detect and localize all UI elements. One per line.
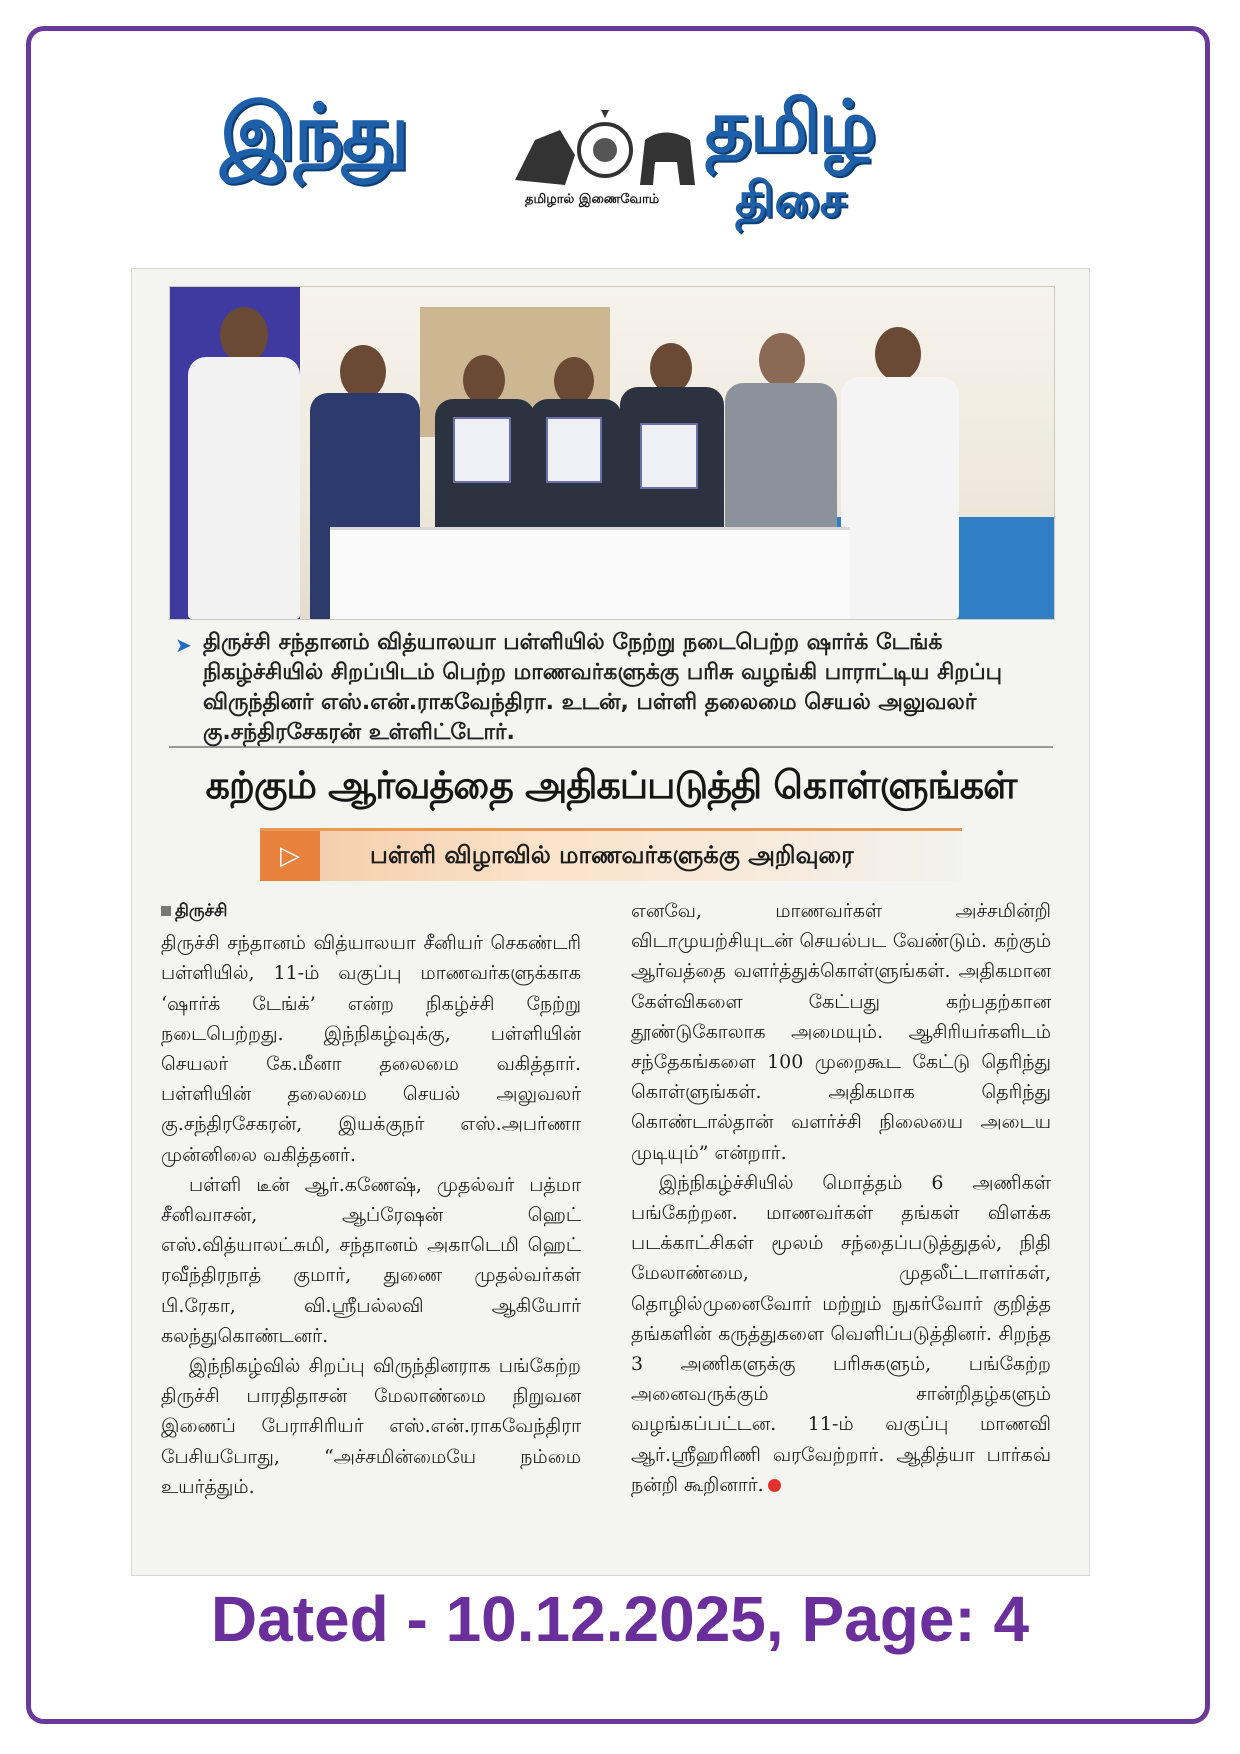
subheadline-text: பள்ளி விழாவில் மாணவர்களுக்கு அறிவுரை <box>370 841 854 869</box>
article-paragraph: இந்நிகழ்ச்சியில் மொத்தம் 6 அணிகள் பங்கேற்றன. மாணவர்கள் தங்கள் விளக்க படக்காட்சிகள் மூலம் சந்தைப்படுத்துதல், நிதி மேலாண்மை, முதலீட்டாளர்கள், தொழில்முனைவோர் மற்றும் நுகர்வோர் குறித்த தங்களின் கருத்துகளை வெளிப்படுத்தினர். சிறந்த 3 அணிகளுக்கு பரிசுகளும், பங்கேற்ற அனைவருக்கும் சான்றிதழ்களும் வழங்கப்பட்டன. 11-ம் வகுப்பு மாணவி ஆர்.ஸ்ரீஹரிணி வரவேற்றார். ஆதித்யா பார்கவ் நன்றி கூறினார். <box>631 1171 1051 1496</box>
masthead-tagline: தமிழால் இணைவோம் <box>525 192 660 207</box>
article-subheadline <box>260 828 962 881</box>
article-paragraph: எனவே, மாணவர்கள் அச்சமின்றி விடாமுயற்சியுடன் செயல்பட வேண்டும். கற்கும் ஆர்வத்தை வளர்த்துக்கொள்ளுங்கள். அதிகமான கேள்விகளை கேட்பது கற்பதற்கான தூண்டுகோலாக அமையும். ஆசிரியர்களிடம் சந்தேகங்களை 100 முறைகூட கேட்டு தெரிந்து கொள்ளுங்கள். அதிகமாக தெரிந்து கொண்டால்தான் வளர்ச்சி நிலையை அடைய முடியும்” என்றார். <box>631 900 1051 1164</box>
date-page-label: Dated - 10.12.2025, Page: 4 <box>210 1583 1030 1655</box>
photo-caption <box>169 618 1053 748</box>
event-photo <box>169 286 1055 620</box>
newspaper-masthead <box>220 80 980 240</box>
masthead-left-word: இந்து <box>220 88 408 178</box>
article-paragraph: பள்ளி டீன் ஆர்.கணேஷ், முதல்வர் பத்மா சீனிவாசன், ஆப்ரேஷன் ஹெட் எஸ்.வித்யாலட்சுமி, சந்தானம் அகாடெமி ஹெட் ரவீந்திரநாத் குமார், துணை முதல்வர்கள் பி.ரேகா, வி.ஸ்ரீபல்லவி ஆகியோர் கலந்துகொண்டனர். <box>161 1173 581 1347</box>
newspaper-clipping <box>131 268 1090 1576</box>
dateline: திருச்சி <box>161 896 581 926</box>
article-paragraph: இந்நிகழ்வில் சிறப்பு விருந்தினராக பங்கேற்ற திருச்சி பாரதிதாசன் மேலாண்மை நிறுவன இணைப் பேராசிரியர் எஸ்.என்.ராகவேந்திரா பேசியபோது, “அச்சமின்மையே நம்மை உயர்த்தும். <box>161 1355 581 1498</box>
masthead-emblem-icon <box>505 100 705 200</box>
photo-caption-text: திருச்சி சந்தானம் வித்யாலயா பள்ளியில் நேற்று நடைபெற்ற ஷார்க் டேங்க் நிகழ்ச்சியில் சிறப்பிடம் பெற்ற மாணவர்களுக்கு பரிசு வழங்கி பாராட்டிய சிறப்பு விருந்தினர் எஸ்.என்.ராகவேந்திரா. உடன், பள்ளி தலைமை செயல் அலுவலர் கு.சந்திரசேகரன் உள்ளிட்டோர். <box>203 630 1003 745</box>
masthead-sub-word: திசை <box>735 172 847 228</box>
article-headline: கற்கும் ஆர்வத்தை அதிகப்படுத்தி கொள்ளுங்கள் <box>205 763 1017 807</box>
article-paragraph: திருச்சி சந்தானம் வித்யாலயா சீனியர் செகண்டரி பள்ளியில், 11-ம் வகுப்பு மாணவர்களுக்காக ‘ஷார்க் டேங்க்’ என்ற நிகழ்ச்சி நேற்று நடைபெற்றது. இந்நிகழ்வுக்கு, பள்ளியின் செயலர் கே.மீனா தலைமை வகித்தார். பள்ளியின் தலைமை செயல் அலுவலர் கு.சந்திரசேகரன், இயக்குநர் எஸ்.அபர்ணா முன்னிலை வகித்தனர். <box>161 932 581 1166</box>
caption-arrow-icon: ➤ <box>175 633 192 657</box>
play-arrow-icon: ▷ <box>260 831 320 881</box>
end-mark-icon <box>768 1479 781 1492</box>
article-column-right <box>631 896 1051 1500</box>
masthead-right-word: தமிழ் <box>705 84 875 168</box>
article-column-left <box>161 896 581 1502</box>
